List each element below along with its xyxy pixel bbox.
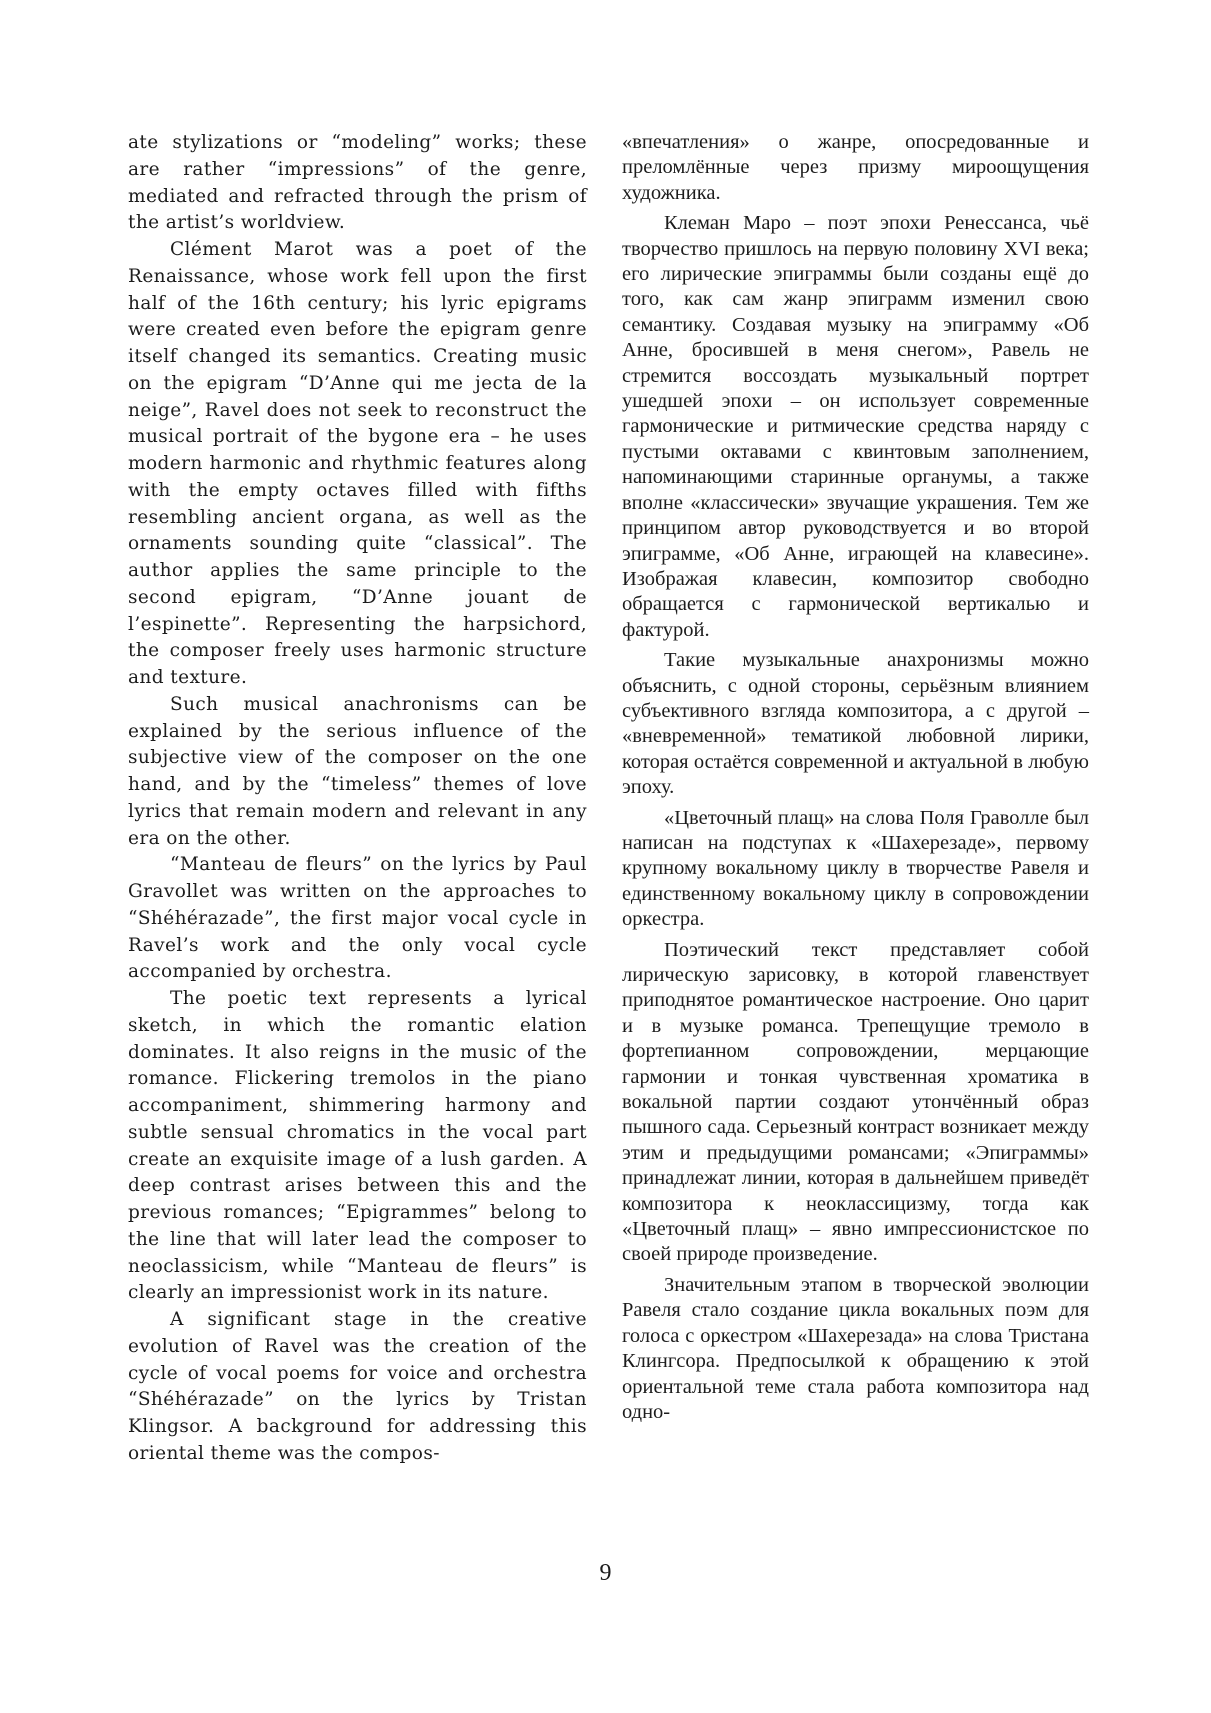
paragraph: Поэтический текст представляет собой лирическую зарисовку, в которой главенствует приподнятое романтическое настроение. Оно царит и в музыке романса. Трепещущие тремоло в фортепианном сопровождении, мерцающие гармонии и тонкая чувственная хроматика в вокальной партии создают утончённый образ пышного сада. Серьезный контраст возникает между этим и предыдущими романсами; «Эпиграммы» принадлежат линии, которая в дальнейшем приведёт композитора к неоклассицизму, тогда как «Цветочный плащ» – явно импрессионистское по своей природе произведение. <box>622 938 1089 1266</box>
russian-text-column <box>622 130 1089 1425</box>
paragraph: «впечатления» о жанре, опосредованные и преломлённые через призму мироощущения художника. <box>622 131 1089 204</box>
paragraph: The poetic text represents a lyrical sketch, in which the romantic elation dominates. It also reigns in the music of the romance. Flickering tremolos in the piano accompaniment, shimmering harmony and subtle sensual chromatics in the vocal part create an exquisite image of a lush garden. A deep contrast arises between this and the previous romances; “Epigrammes” belong to the line that will later lead the composer to neoclassicism, while “Manteau de fleurs” is clearly an impressionist work in its nature. <box>128 988 587 1304</box>
paragraph: Клеман Маро – поэт эпохи Ренессанса, чьё творчество пришлось на первую половину XVI века; его лирические эпиграммы были созданы ещё до того, как сам жанр эпиграмм изменил свою семантику. Создавая музыку на эпиграмму «Об Анне, бросившей в меня снегом», Равель не стремится воссоздать музыкальный портрет ушедшей эпохи – он использует современные гармонические и ритмические средства наряду с пустыми октавами с квинтовым заполнением, напоминающими старинные органумы, а также вполне «классически» звучащие украшения. Тем же принципом автор руководствуется и во второй эпиграмме, «Об Анне, играющей на клавесине». Изображая клавесин, композитор свободно обращается с гармонической вертикалью и фактурой. <box>622 212 1089 641</box>
paragraph: «Цветочный плащ» на слова Поля Граволле был написан на подступах к «Шахерезаде», первому крупному вокальному циклу в творчестве Равеля и единственному вокальному циклу в сопровождении оркестра. <box>622 806 1089 931</box>
paragraph: Such musical anachronisms can be explained by the serious influence of the subjective view of the composer on the one hand, and by the “timeless” themes of love lyrics that remain modern and relevant in any era on the other. <box>128 693 587 849</box>
english-text-column <box>128 130 587 1468</box>
paragraph: Clément Marot was a poet of the Renaissance, whose work fell upon the first half of the 16th century; his lyric epigrams were created even before the epigram genre itself changed its semantics. Creating music on the epigram “D’Anne qui me jecta de la neige”, Ravel does not seek to reconstruct the musical portrait of the bygone era – he uses modern harmonic and rhythmic features along with the empty octaves filled with fifths resembling ancient organa, as well as the ornaments sounding quite “classical”. The author applies the same principle to the second epigram, “D’Anne jouant de l’espinette”. Representing the harpsichord, the composer freely uses harmonic structure and texture. <box>128 239 587 688</box>
paragraph: “Manteau de fleurs” on the lyrics by Paul Gravollet was written on the approaches to “Shéhérazade”, the first major vocal cycle in Ravel’s work and the only vocal cycle accompanied by orchestra. <box>128 854 587 983</box>
paragraph: Такие музыкальные анахронизмы можно объяснить, с одной стороны, серьёзным влиянием субъективного взгляда композитора, а с другой – «вневременной» тематикой любовной лирики, которая остаётся современной и актуальной в любую эпоху. <box>622 649 1089 799</box>
paragraph: A significant stage in the creative evolution of Ravel was the creation of the cycle of vocal poems for voice and orchestra “Shéhérazade” on the lyrics by Tristan Klingsor. A background for addressing this oriental theme was the compos- <box>128 1309 587 1464</box>
paragraph: Значительным этапом в творческой эволюции Равеля стало создание цикла вокальных поэм для голоса с оркестром «Шахерезада» на слова Тристана Клингсора. Предпосылкой к обращению к этой ориентальной теме стала работа композитора над одно- <box>622 1273 1089 1423</box>
page-number: 9 <box>599 1560 612 1586</box>
paragraph: ate stylizations or “modeling” works; these are rather “impressions” of the genre, mediated and refracted through the prism of the artist’s worldview. <box>128 132 587 234</box>
